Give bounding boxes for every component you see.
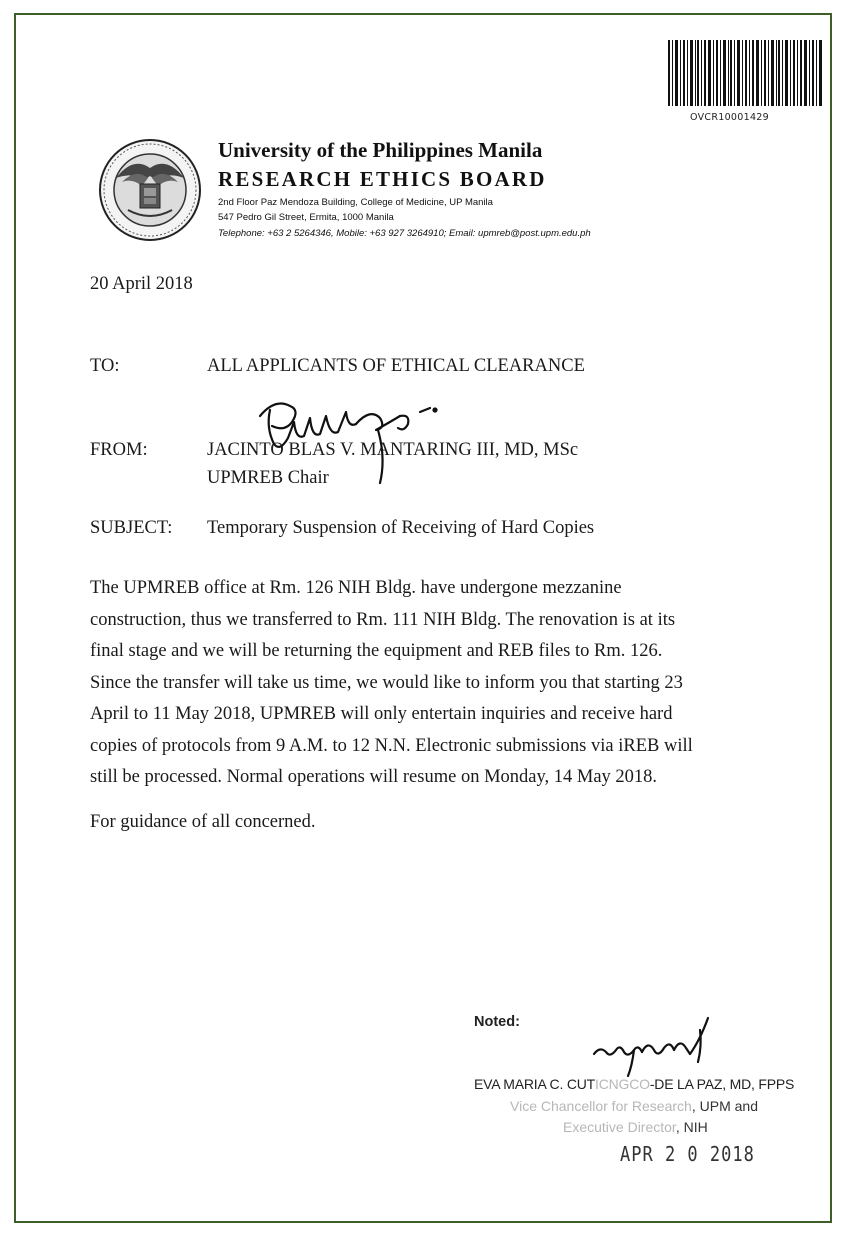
from-title: UPMREB Chair (207, 468, 329, 488)
memo-body (90, 573, 790, 794)
noter-title-part: , NIH (675, 1119, 708, 1135)
subject-label: SUBJECT: (90, 518, 173, 538)
body-line: final stage and we will be returning the equipment and REB files to Rm. 126. (90, 641, 663, 661)
body-line: copies of protocols from 9 A.M. to 12 N.N. Electronic submissions via iREB will (90, 735, 693, 756)
to-label: TO: (90, 356, 120, 376)
address-line-2: 547 Pedro Gil Street, Ermita, 1000 Manila (218, 212, 394, 223)
to-value: ALL APPLICANTS OF ETHICAL CLEARANCE (207, 356, 585, 376)
subject-value: Temporary Suspension of Receiving of Hard Copies (207, 518, 595, 538)
noter-title-part: , UPM and (691, 1098, 758, 1114)
barcode (668, 40, 823, 106)
body-line: Since the transfer will take us time, we would like to inform you that starting 23 (90, 672, 683, 693)
address-line-1: 2nd Floor Paz Mendoza Building, College of Medicine, UP Manila (218, 197, 493, 208)
noter-name-part: EVA MARIA C. CUT (474, 1076, 596, 1092)
board-name: RESEARCH ETHICS BOARD (218, 167, 547, 191)
noted-label: Noted: (474, 1014, 520, 1030)
noter-name-faded: ICNGCO (595, 1076, 650, 1092)
closing-line: For guidance of all concerned. (90, 812, 316, 832)
barcode-number: OVCR10001429 (690, 112, 769, 123)
noter-signature (590, 1010, 730, 1080)
noter-name-part: -DE LA PAZ, MD, FPPS (649, 1076, 795, 1092)
body-line: April to 11 May 2018, UPMREB will only entertain inquiries and receive hard (90, 704, 673, 724)
body-line: construction, thus we transferred to Rm. 111 NIH Bldg. The renovation is at its (90, 609, 676, 630)
from-value: JACINTO BLAS V. MANTARING III, MD, MSc (207, 440, 579, 460)
memo-date: 20 April 2018 (90, 274, 193, 294)
body-line: The UPMREB office at Rm. 126 NIH Bldg. have undergone mezzanine (90, 578, 622, 598)
university-name: University of the Philippines Manila (218, 138, 543, 162)
received-stamp-date: APR 2 0 2018 (620, 1143, 755, 1167)
university-seal-icon (98, 138, 202, 242)
from-label: FROM: (90, 440, 148, 460)
noter-title-faded: Executive Director (563, 1119, 676, 1135)
noter-title-faded: Vice Chancellor for Research (510, 1098, 692, 1114)
contact-line: Telephone: +63 2 5264346, Mobile: +63 927 3264910; Email: upmreb@post.upm.edu.ph (218, 228, 591, 239)
noter-name (474, 1076, 794, 1092)
chair-signature (230, 388, 460, 493)
noter-title-1 (510, 1098, 758, 1114)
body-line: still be processed. Normal operations will resume on Monday, 14 May 2018. (90, 767, 658, 787)
noter-title-2 (563, 1119, 708, 1135)
